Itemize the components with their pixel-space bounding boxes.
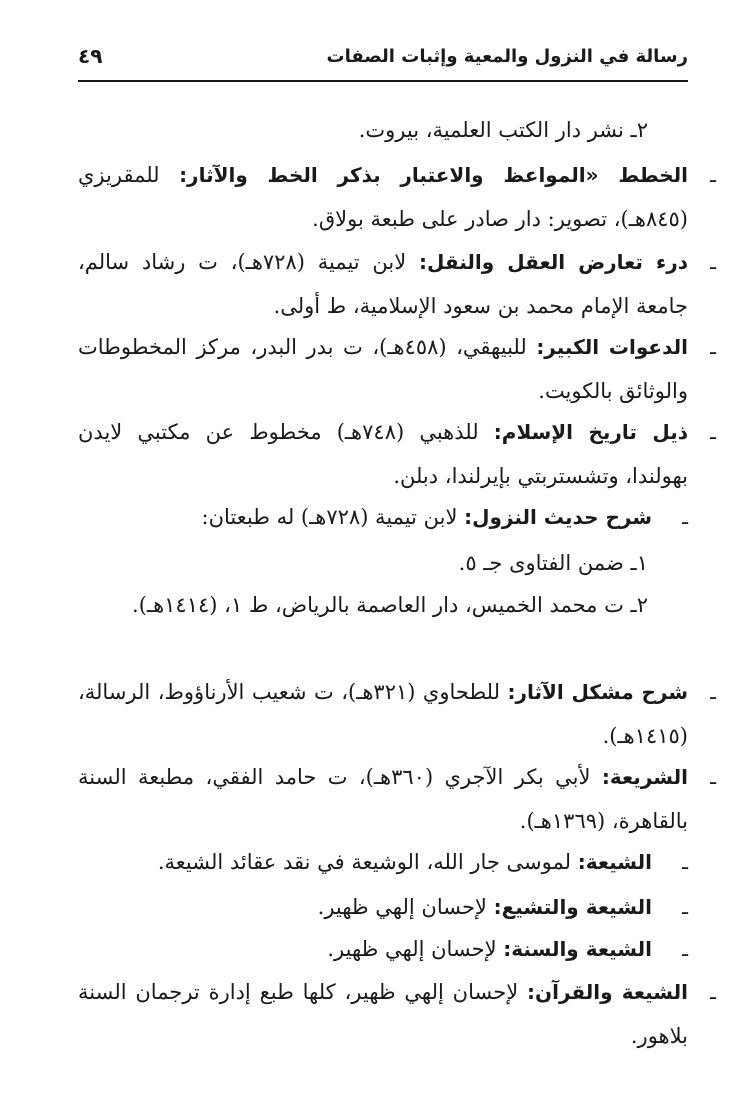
- entry-text: للطحاوي (٣٢١هـ)، ت شعيب الأرناؤوط، الرسالة، (١٤١٥هـ).: [78, 680, 688, 748]
- bullet-dash: ـ: [710, 163, 716, 187]
- entry-title: الشيعة والتشيع:: [493, 895, 652, 919]
- entry-e11: [78, 840, 688, 884]
- entry-title: شرح مشكل الآثار:: [507, 680, 689, 704]
- entry-e14: [78, 970, 716, 1058]
- entry-e4: [78, 325, 716, 413]
- entry-e3: [78, 240, 716, 328]
- entry-title: ذيل تاريخ الإسلام:: [493, 420, 688, 444]
- entry-title: الخطط «المواعظ والاعتبار بذكر الخط والآثار:: [179, 163, 688, 187]
- bullet-dash: ـ: [710, 335, 716, 359]
- entry-text: لموسى جار الله، الوشيعة في نقد عقائد الشيعة.: [157, 850, 578, 874]
- entry-text: للذهبي (٧٤٨هـ) مخطوط عن مكتبي لايدن بهولندا، وتشستربتي بإيرلندا، دبلن.: [78, 420, 688, 488]
- entry-text: للبيهقي، (٤٥٨هـ)، ت بدر البدر، مركز المخطوطات والوثائق بالكويت.: [78, 335, 688, 403]
- entry-text: لإحسان إلهي ظهير، كلها طبع إدارة ترجمان السنة بلاهور.: [78, 980, 688, 1048]
- entry-title: درء تعارض العقل والنقل:: [418, 250, 688, 274]
- bullet-dash: ـ: [710, 250, 716, 274]
- entry-e5: [78, 410, 716, 498]
- header-title: رسالة في النزول والمعية وإثبات الصفات: [326, 46, 688, 67]
- entry-e8: [78, 583, 648, 627]
- entry-e13: [78, 927, 688, 971]
- bullet-dash: ـ: [710, 765, 716, 789]
- entry-text: لابن تيمية (٧٢٨هـ) له طبعتان:: [201, 505, 465, 529]
- entry-title: شرح حديث النزول:: [464, 505, 652, 529]
- bullet-dash: ـ: [710, 980, 716, 1004]
- bullet-dash: ـ: [710, 680, 716, 704]
- bullet-dash: ـ: [682, 937, 688, 961]
- entry-title: الشيعة:: [577, 850, 652, 874]
- entry-e6: [78, 495, 688, 539]
- page-number: ٤٩: [78, 44, 103, 68]
- running-header: [78, 44, 688, 82]
- entry-e2: [78, 153, 716, 241]
- bullet-dash: ـ: [710, 420, 716, 444]
- entry-text: ٢ـ نشر دار الكتب العلمية، بيروت.: [358, 118, 648, 142]
- entry-e9: [78, 670, 716, 758]
- bullet-dash: ـ: [682, 505, 688, 529]
- entry-text: ١ـ ضمن الفتاوى جـ ٥.: [458, 551, 648, 575]
- entry-text: لأبي بكر الآجري (٣٦٠هـ)، ت حامد الفقي، مطبعة السنة بالقاهرة، (١٣٦٩هـ).: [78, 765, 688, 833]
- entry-text: لإحسان إلهي ظهير.: [317, 895, 494, 919]
- entry-text: ٢ـ ت محمد الخميس، دار العاصمة بالرياض، ط ١، (١٤١٤هـ).: [132, 593, 648, 617]
- entry-e7: [78, 541, 648, 585]
- entry-text: لإحسان إلهي ظهير.: [327, 937, 504, 961]
- entry-title: الدعوات الكبير:: [536, 335, 688, 359]
- entry-e12: [78, 885, 688, 929]
- entry-text: للمقريزي (٨٤٥هـ)، تصوير: دار صادر على طبعة بولاق.: [78, 163, 688, 231]
- bullet-dash: ـ: [682, 895, 688, 919]
- entry-e10: [78, 755, 716, 843]
- entry-e1: [78, 108, 648, 152]
- entry-title: الشريعة:: [601, 765, 688, 789]
- bullet-dash: ـ: [682, 850, 688, 874]
- entry-title: الشيعة والسنة:: [503, 937, 652, 961]
- entry-title: الشيعة والقرآن:: [527, 980, 688, 1004]
- entry-text: لابن تيمية (٧٢٨هـ)، ت رشاد سالم، جامعة الإمام محمد بن سعود الإسلامية، ط أولى.: [78, 250, 688, 318]
